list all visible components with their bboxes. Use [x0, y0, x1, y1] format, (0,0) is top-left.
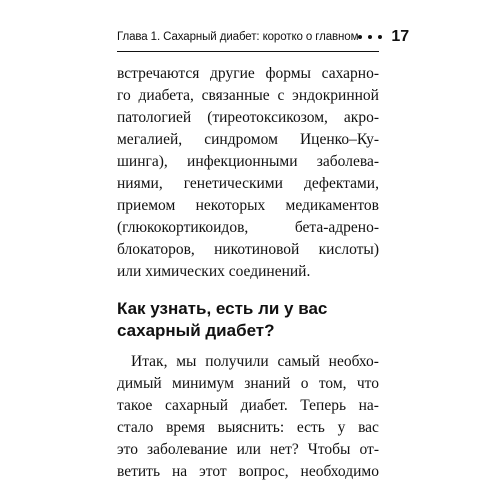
text-line — [117, 261, 379, 283]
text-line — [117, 151, 379, 173]
word: самый — [277, 353, 320, 370]
running-header — [117, 27, 410, 47]
word: акро- — [343, 109, 379, 126]
word: ниями, — [117, 175, 163, 192]
section-heading — [117, 319, 379, 343]
word: минимум — [172, 375, 234, 392]
word: никотиновой — [214, 241, 300, 258]
word: с — [277, 87, 285, 104]
word: выяснить: — [217, 419, 285, 436]
text-line-content — [117, 173, 379, 195]
text-line-content — [131, 351, 379, 373]
word: том, — [318, 375, 347, 392]
word: на — [172, 463, 188, 480]
word: вопрос, — [238, 463, 289, 480]
word: патологией — [117, 109, 192, 126]
word: необхо- — [328, 353, 379, 370]
word: стало — [117, 419, 154, 436]
text-line-content — [117, 439, 379, 461]
text-line-content — [117, 129, 379, 151]
word: диабета, — [138, 87, 194, 104]
text-line — [117, 107, 379, 129]
section-heading — [117, 297, 379, 321]
word: приемом — [117, 197, 176, 214]
text-line-content — [117, 395, 379, 417]
word: это — [117, 441, 138, 458]
word: знаний — [244, 375, 291, 392]
word: диабет. — [240, 397, 288, 414]
text-line — [117, 351, 379, 373]
word: формы — [265, 65, 311, 82]
text-line-content: или химических соединений. — [117, 263, 311, 280]
word: о — [300, 375, 309, 392]
header-right — [358, 28, 409, 46]
word: инфекционными — [187, 153, 298, 170]
text-line-content — [117, 373, 379, 395]
text-line — [117, 173, 379, 195]
word: встречаются — [117, 65, 200, 82]
text-line-content — [117, 461, 379, 483]
word: кислоты) — [318, 241, 379, 258]
word: (глюкокортикоидов, — [117, 219, 249, 236]
word: мы — [176, 353, 197, 370]
word: нет? — [269, 441, 299, 458]
text-line-content — [117, 107, 379, 129]
text-line — [117, 395, 379, 417]
word: шинга), — [117, 153, 168, 170]
word: (тиреотоксикозом, — [207, 109, 328, 126]
word: время — [166, 419, 205, 436]
section-heading-line: Как узнать, есть ли у вас — [117, 299, 328, 318]
text-line-content — [117, 217, 379, 239]
word: такое — [117, 397, 153, 414]
word: Итак, — [131, 353, 168, 370]
word: от- — [359, 441, 379, 458]
text-line — [117, 439, 379, 461]
text-line-content — [117, 85, 379, 107]
header-rule — [117, 51, 379, 52]
word: медикаментов — [285, 197, 379, 214]
word: Теперь — [300, 397, 347, 414]
word: у — [337, 419, 346, 436]
text-line-content — [117, 195, 379, 217]
word: блокаторов, — [117, 241, 195, 258]
ornament-dots — [358, 35, 382, 39]
word: бета-адрено- — [294, 219, 379, 236]
word: вас — [358, 419, 379, 436]
text-line — [117, 239, 379, 261]
chapter-title: Глава 1. Сахарный диабет: коротко о главном — [117, 31, 359, 43]
word: Чтобы — [307, 441, 351, 458]
text-line-content — [117, 63, 379, 85]
text-line-content — [117, 151, 379, 173]
word: Иценко–Ку- — [299, 131, 379, 148]
text-line — [117, 373, 379, 395]
word: на- — [358, 397, 379, 414]
word: заболевание — [147, 441, 228, 458]
word: или — [236, 441, 261, 458]
word: ветить — [117, 463, 161, 480]
dot-icon — [358, 35, 362, 39]
word: заболева- — [316, 153, 379, 170]
word: генетическими — [183, 175, 283, 192]
word: сахарно- — [321, 65, 379, 82]
text-line-content — [117, 239, 379, 261]
word: связанные — [201, 87, 270, 104]
section-heading-line: сахарный диабет? — [117, 321, 275, 340]
text-line — [117, 129, 379, 151]
word: этот — [199, 463, 227, 480]
dot-icon — [368, 35, 372, 39]
word: что — [356, 375, 379, 392]
word: мегалией, — [117, 131, 183, 148]
word: получили — [205, 353, 269, 370]
word: дефектами, — [303, 175, 379, 192]
word: некоторых — [195, 197, 266, 214]
word: синдромом — [204, 131, 278, 148]
text-line — [117, 417, 379, 439]
word: эндокринной — [292, 87, 379, 104]
text-line — [117, 85, 379, 107]
page-number: 17 — [391, 28, 410, 45]
word: сахарный — [164, 397, 229, 414]
word: димый — [117, 375, 162, 392]
word: другие — [210, 65, 255, 82]
text-line — [117, 217, 379, 239]
text-line-content — [117, 417, 379, 439]
text-line — [117, 63, 379, 85]
text-line — [117, 195, 379, 217]
word: есть — [296, 419, 325, 436]
text-line — [117, 461, 379, 483]
word: необходимо — [300, 463, 379, 480]
word: го — [117, 87, 131, 104]
dot-icon — [378, 35, 382, 39]
